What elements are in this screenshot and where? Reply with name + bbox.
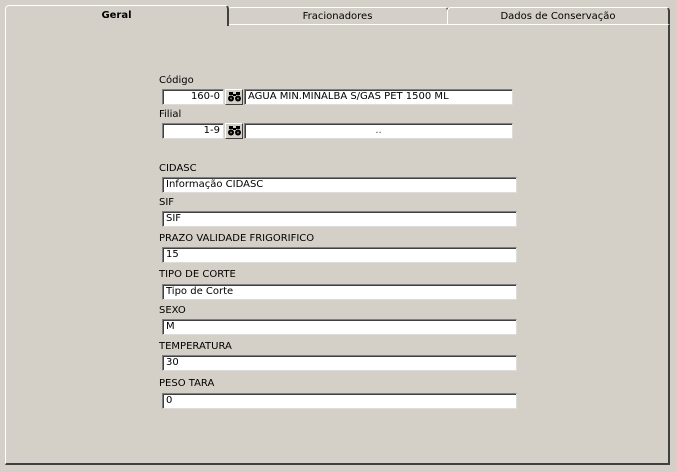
binoculars-icon (228, 126, 241, 136)
tab-geral[interactable]: Geral (5, 5, 229, 26)
tab-panel (5, 24, 670, 465)
codigo-label: Código (159, 75, 194, 86)
codigo-description-field[interactable]: AGUA MIN.MINALBA S/GAS PET 1500 ML (244, 89, 513, 105)
sexo-field[interactable]: M (162, 319, 517, 335)
cidasc-label: CIDASC (159, 163, 197, 174)
temperatura-field[interactable]: 30 (162, 355, 517, 371)
tipo-de-corte-label: TIPO DE CORTE (159, 269, 236, 280)
prazo-validade-label: PRAZO VALIDADE FRIGORIFICO (159, 233, 315, 244)
sif-label: SIF (159, 197, 175, 208)
filial-search-button[interactable] (225, 123, 243, 139)
tab-fracionadores[interactable]: Fracionadores (227, 7, 449, 25)
tipo-de-corte-field[interactable]: Tipo de Corte (162, 284, 517, 300)
filial-label: Filial (159, 109, 182, 120)
temperatura-label: TEMPERATURA (159, 341, 232, 352)
sif-field[interactable]: SIF (162, 211, 517, 227)
binoculars-icon (228, 92, 241, 102)
tab-dados-de-conservacao[interactable]: Dados de Conservação (447, 7, 670, 25)
peso-tara-field[interactable]: 0 (162, 393, 517, 409)
cidasc-field[interactable]: Informação CIDASC (162, 177, 517, 193)
filial-description-field[interactable]: .. (244, 123, 513, 139)
filial-code-field[interactable]: 1-9 (162, 123, 224, 139)
codigo-code-field[interactable]: 160-0 (162, 89, 224, 105)
prazo-validade-field[interactable]: 15 (162, 247, 517, 263)
peso-tara-label: PESO TARA (159, 378, 215, 389)
sexo-label: SEXO (159, 305, 186, 316)
codigo-search-button[interactable] (225, 89, 243, 105)
